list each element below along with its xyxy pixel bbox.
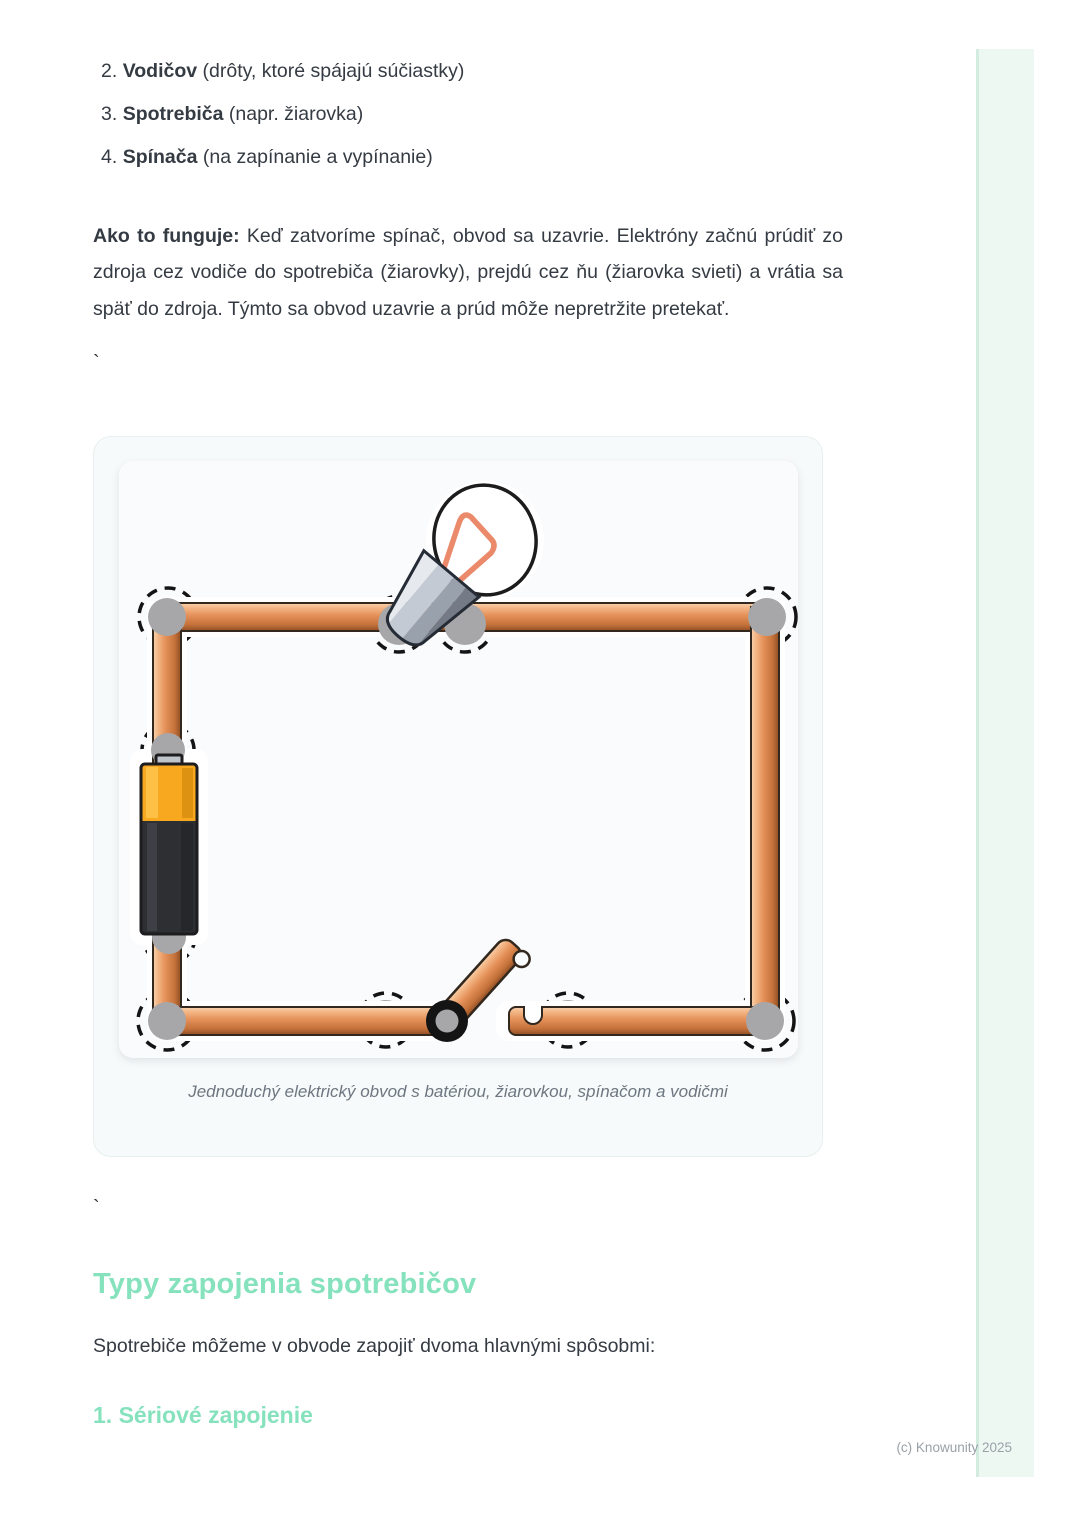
section-heading: Typy zapojenia spotrebičov [93,1268,477,1300]
wire-bottom-left [153,1007,447,1035]
section-paragraph: Spotrebiče môžeme v obvode zapojiť dvoma hlavnými spôsobmi: [93,1335,656,1357]
list-term: Vodičov [122,60,198,82]
component-list [101,57,464,186]
list-rest: (drôty, ktoré spájajú súčiastky) [197,60,465,82]
circuit-svg [119,461,798,1058]
battery-icon [141,755,197,934]
paragraph-body: Keď zatvoríme spínač, obvod sa uzavrie. Elektróny začnú prúdiť zo zdroja cez vodiče do spotrebiča (žiarovky), prejdú cez ňu (žiarovka svieti) a vrátia sa späť do zdroja. Týmto sa obvod uzavrie a prúd môže nepretržite pretekať. [93,224,843,320]
list-item [101,143,464,171]
sub-heading: 1. Sériové zapojenie [93,1402,313,1428]
paragraph-lead: Ako to funguje: [93,224,240,247]
list-rest: (na zapínanie a vypínanie) [197,146,433,168]
stray-backtick: ` [93,1197,100,1219]
list-item [101,57,464,85]
stray-backtick: ` [93,352,100,374]
list-number: 2. [101,60,118,82]
copyright-footer: (c) Knowunity 2025 [896,1440,1012,1455]
figure-caption: Jednoduchý elektrický obvod s batériou, žiarovkou, spínačom a vodičmi [188,1082,728,1101]
copper-wire [153,603,779,1035]
switch-pivot-center [436,1010,459,1033]
how-it-works-paragraph [93,218,843,328]
list-item [101,100,464,128]
connector-dot [148,598,786,1040]
list-number: 4. [101,146,118,168]
list-term: Spínača [122,146,198,168]
list-number: 3. [101,103,118,125]
list-rest: (napr. žiarovka) [223,103,364,125]
wire-bottom-right-notched [509,1007,778,1035]
list-term: Spotrebiča [122,103,224,125]
circuit-illustration [119,461,798,1058]
wire-right [751,607,779,1025]
decorative-side-stripe [976,49,1034,1477]
circuit-figure-card [93,436,823,1157]
